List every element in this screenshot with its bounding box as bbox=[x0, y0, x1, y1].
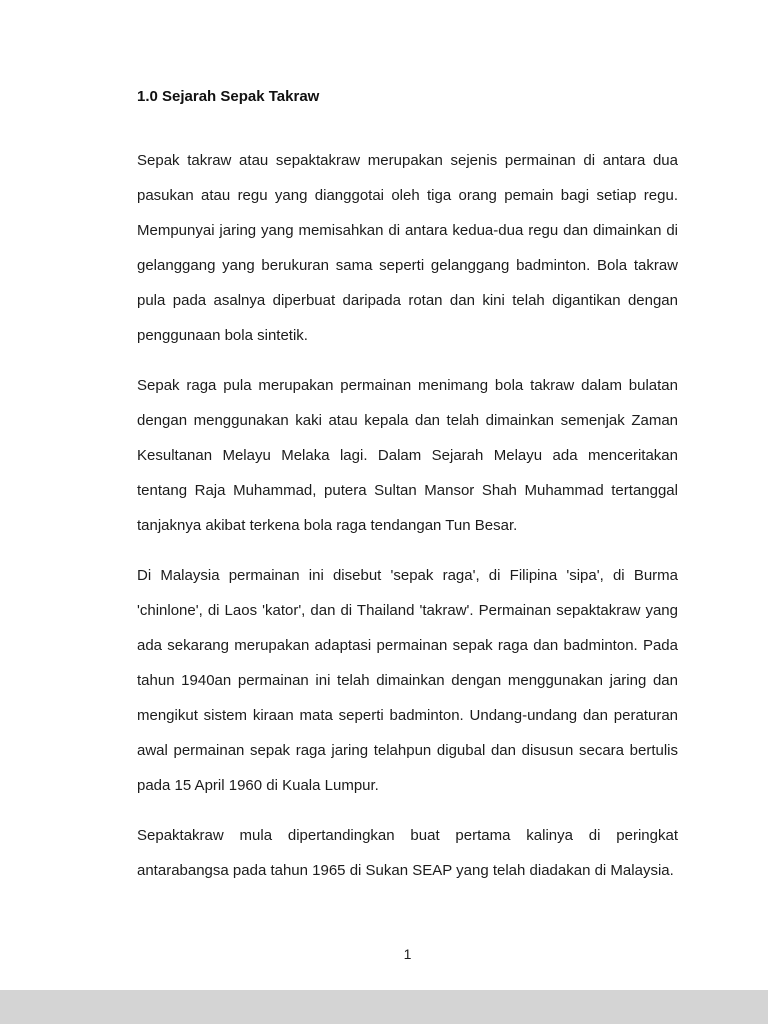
paragraph-2: Sepak raga pula merupakan permainan menimang bola takraw dalam bulatan dengan menggunakan kaki atau kepala dan telah dimainkan semenjak Zaman Kesultanan Melayu Melaka lagi. Dalam Sejarah Melayu ada menceritakan tentang Raja Muhammad, putera Sultan Mansor Shah Muhammad tertanggal tanjaknya akibat terkena bola raga tendangan Tun Besar. bbox=[137, 377, 678, 534]
paragraph-4: Sepaktakraw mula dipertandingkan buat pertama kalinya di peringkat antarabangsa pada tahun 1965 di Sukan SEAP yang telah diadakan di Malaysia. bbox=[137, 827, 678, 879]
page-number: 1 bbox=[403, 946, 412, 962]
viewer-bottom-strip bbox=[0, 990, 768, 1024]
paragraph-3: Di Malaysia permainan ini disebut 'sepak raga', di Filipina 'sipa', di Burma 'chinlone', di Laos 'kator', dan di Thailand 'takraw'. Permainan sepaktakraw yang ada sekarang merupakan adaptasi permainan sepak raga dan badminton. Pada tahun 1940an permainan ini telah dimainkan dengan menggunakan jaring dan mengikut sistem kiraan mata seperti badminton. Undang-undang dan peraturan awal permainan sepak raga jaring telahpun digubal dan disusun secara bertulis pada 15 April 1960 di Kuala Lumpur. bbox=[137, 567, 678, 794]
section-heading: 1.0 Sejarah Sepak Takraw bbox=[137, 88, 320, 105]
paragraph-1: Sepak takraw atau sepaktakraw merupakan sejenis permainan di antara dua pasukan atau regu yang dianggotai oleh tiga orang pemain bagi setiap regu. Mempunyai jaring yang memisahkan di antara kedua-dua regu dan dimainkan di gelanggang yang berukuran sama seperti gelanggang badminton. Bola takraw pula pada asalnya diperbuat daripada rotan dan kini telah digantikan dengan penggunaan bola sintetik. bbox=[137, 152, 678, 344]
